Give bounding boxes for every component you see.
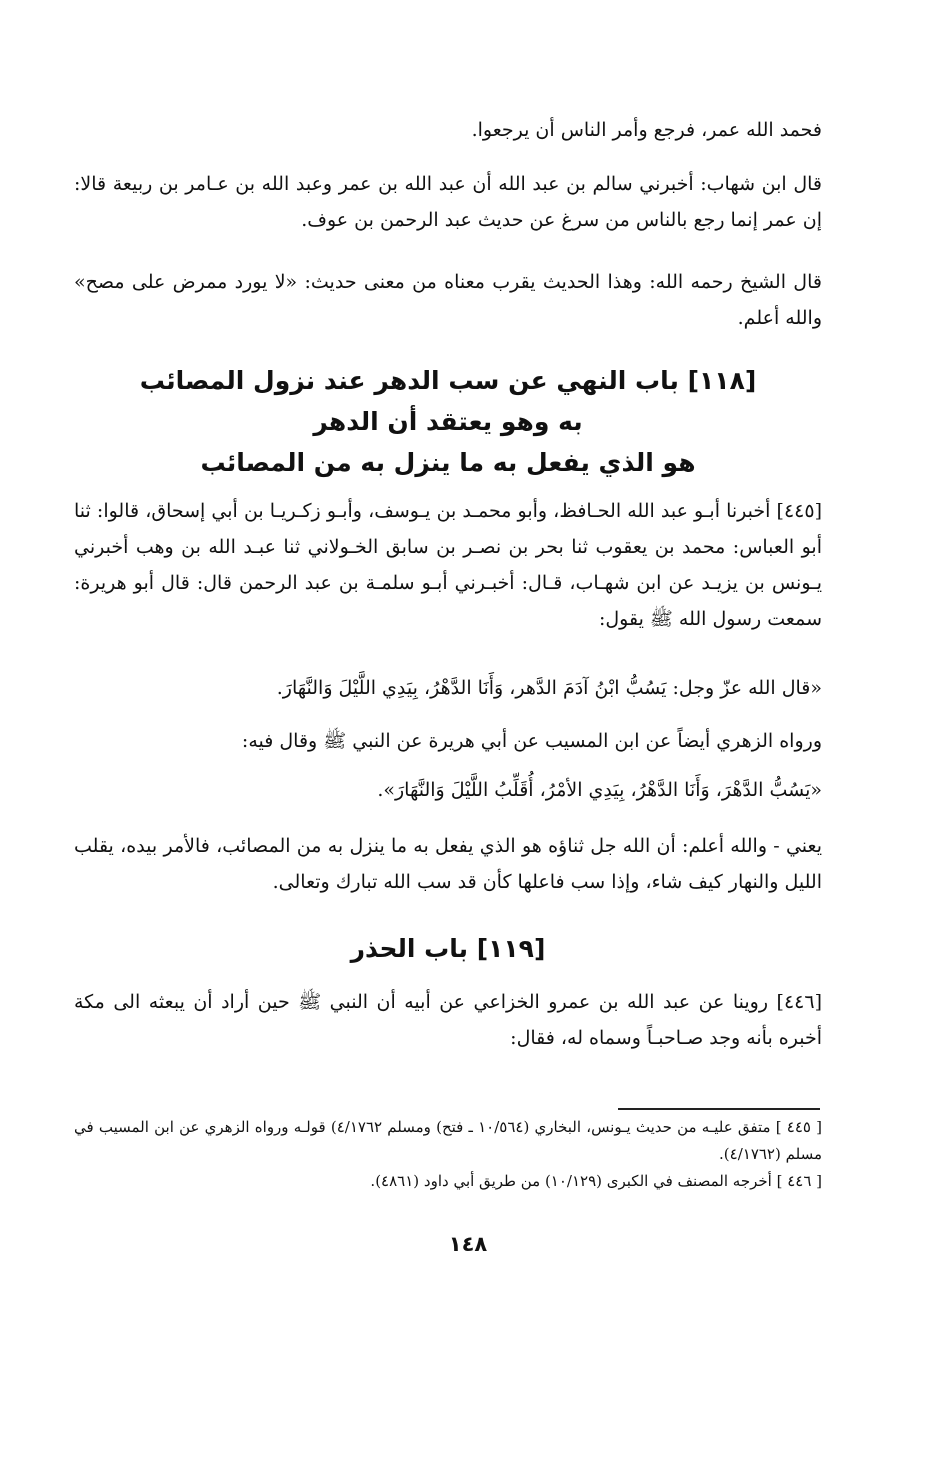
chapter-118-title-line-3: هو الذي يفعل به ما ينزل به من المصائب [200,448,696,477]
zuhri-text-block [74,772,822,808]
shaykh-comment-block [74,264,822,336]
opening-text [74,112,822,148]
footnote-separator [618,1108,820,1110]
footnote-446: [ ٤٤٦ ] أخرجه المصنف في الكبرى (١٠/١٢٩) من طريق أبي داود (٤٨٦١). [370,1172,822,1190]
chapter-118-title-line-2: به وهو يعتقد أن الدهر [313,407,583,436]
zuhri-narration-block [74,723,822,759]
hadith-445-block [74,493,822,637]
paragraph-hadith-445-isnad: [٤٤٥] أخبرنا أبـو عبد الله الحـافظ، وأبو محمـد بن يـوسف، وأبـو زكـريـا بن أبي إسحاق، قالوا: ثنا أبو العباس: محمد بن يعقوب ثنا بحر بن نصـر بن سابق الخـولاني ثنا عبـد الله بن وهب أخبرني يـونس بن يزيـد عن ابن شهـاب، قـال: أخبـرني أبـو سلمـة بن عبد الرحمن قال: قال أبو هريرة: سمعت رسول الله ﷺ يقول: [74,500,822,630]
paragraph-zuhri-hadith-text: «يَسُبُّ الدَّهْرَ، وَأَنَا الدَّهْرُ، بِيَدِي الأمْرُ، أُقَلِّبُ اللَّيْلَ وَالنَّهَارَ». [377,779,822,801]
chapter-118-title-line-1: [١١٨] باب النهي عن سب الدهر عند نزول المصائب [139,366,757,395]
paragraph-ibn-shihab: قال ابن شهاب: أخبرني سالم بن عبد الله أن عبد الله بن عمر وعبد الله بن عـامر بن ربيعة قالا: إن عمر إنما رجع بالناس من سرغ عن حديث عبد الرحمن بن عوف. [74,173,822,231]
footnotes [74,1114,822,1195]
footnote-445: [ ٤٤٥ ] متفق عليـه من حديث يـونس، البخاري (١٠/٥٦٤ ـ فتح) ومسلم ٤/١٧٦٢) قولـه ورواه الزهري عن ابن المسيب في مسلم (٤/١٧٦٢). [74,1118,823,1163]
paragraph-zuhri-narration: ورواه الزهري أيضاً عن ابن المسيب عن أبي هريرة عن النبي ﷺ وقال فيه: [241,730,822,752]
hadith-446-block [74,984,822,1056]
chapter-119-title: [١١٩] باب الحذر [350,934,546,963]
paragraph-hadith-446: [٤٤٦] روينا عن عبد الله بن عمرو الخزاعي عن أبيه أن النبي ﷺ حين أراد أن يبعثه الى مكة أخبره بأنه وجد صـاحبـاً وسماه له، فقال: [74,991,822,1049]
paragraph-conclusion: فحمد الله عمر، فرجع وأمر الناس أن يرجعوا. [471,119,822,141]
explanation-block [74,828,822,900]
hadith-445-text-block [74,670,822,706]
paragraph-explanation: يعني - والله أعلم: أن الله جل ثناؤه هو الذي يفعل به ما ينزل به من المصائب، فالأمر بيده، يقلب الليل والنهار كيف شاء، وإذا سب فاعلها كأن قد سب الله تبارك وتعالى. [74,835,822,893]
ibn-shihab-block [74,166,822,238]
paragraph-shaykh-comment: قال الشيخ رحمه الله: وهذا الحديث يقرب معناه من معنى حديث: «لا يورد ممرض على مصح» والله أعلم. [74,271,822,329]
page-number: ١٤٨ [448,1232,488,1256]
paragraph-hadith-qudsi: «قال الله عزّ وجل: يَسُبُّ ابْنُ آدَمَ الدَّهر، وَأَنَا الدَّهْرُ، بِيَدِي اللَّيْلَ وَالنَّهَارَ. [276,677,822,699]
